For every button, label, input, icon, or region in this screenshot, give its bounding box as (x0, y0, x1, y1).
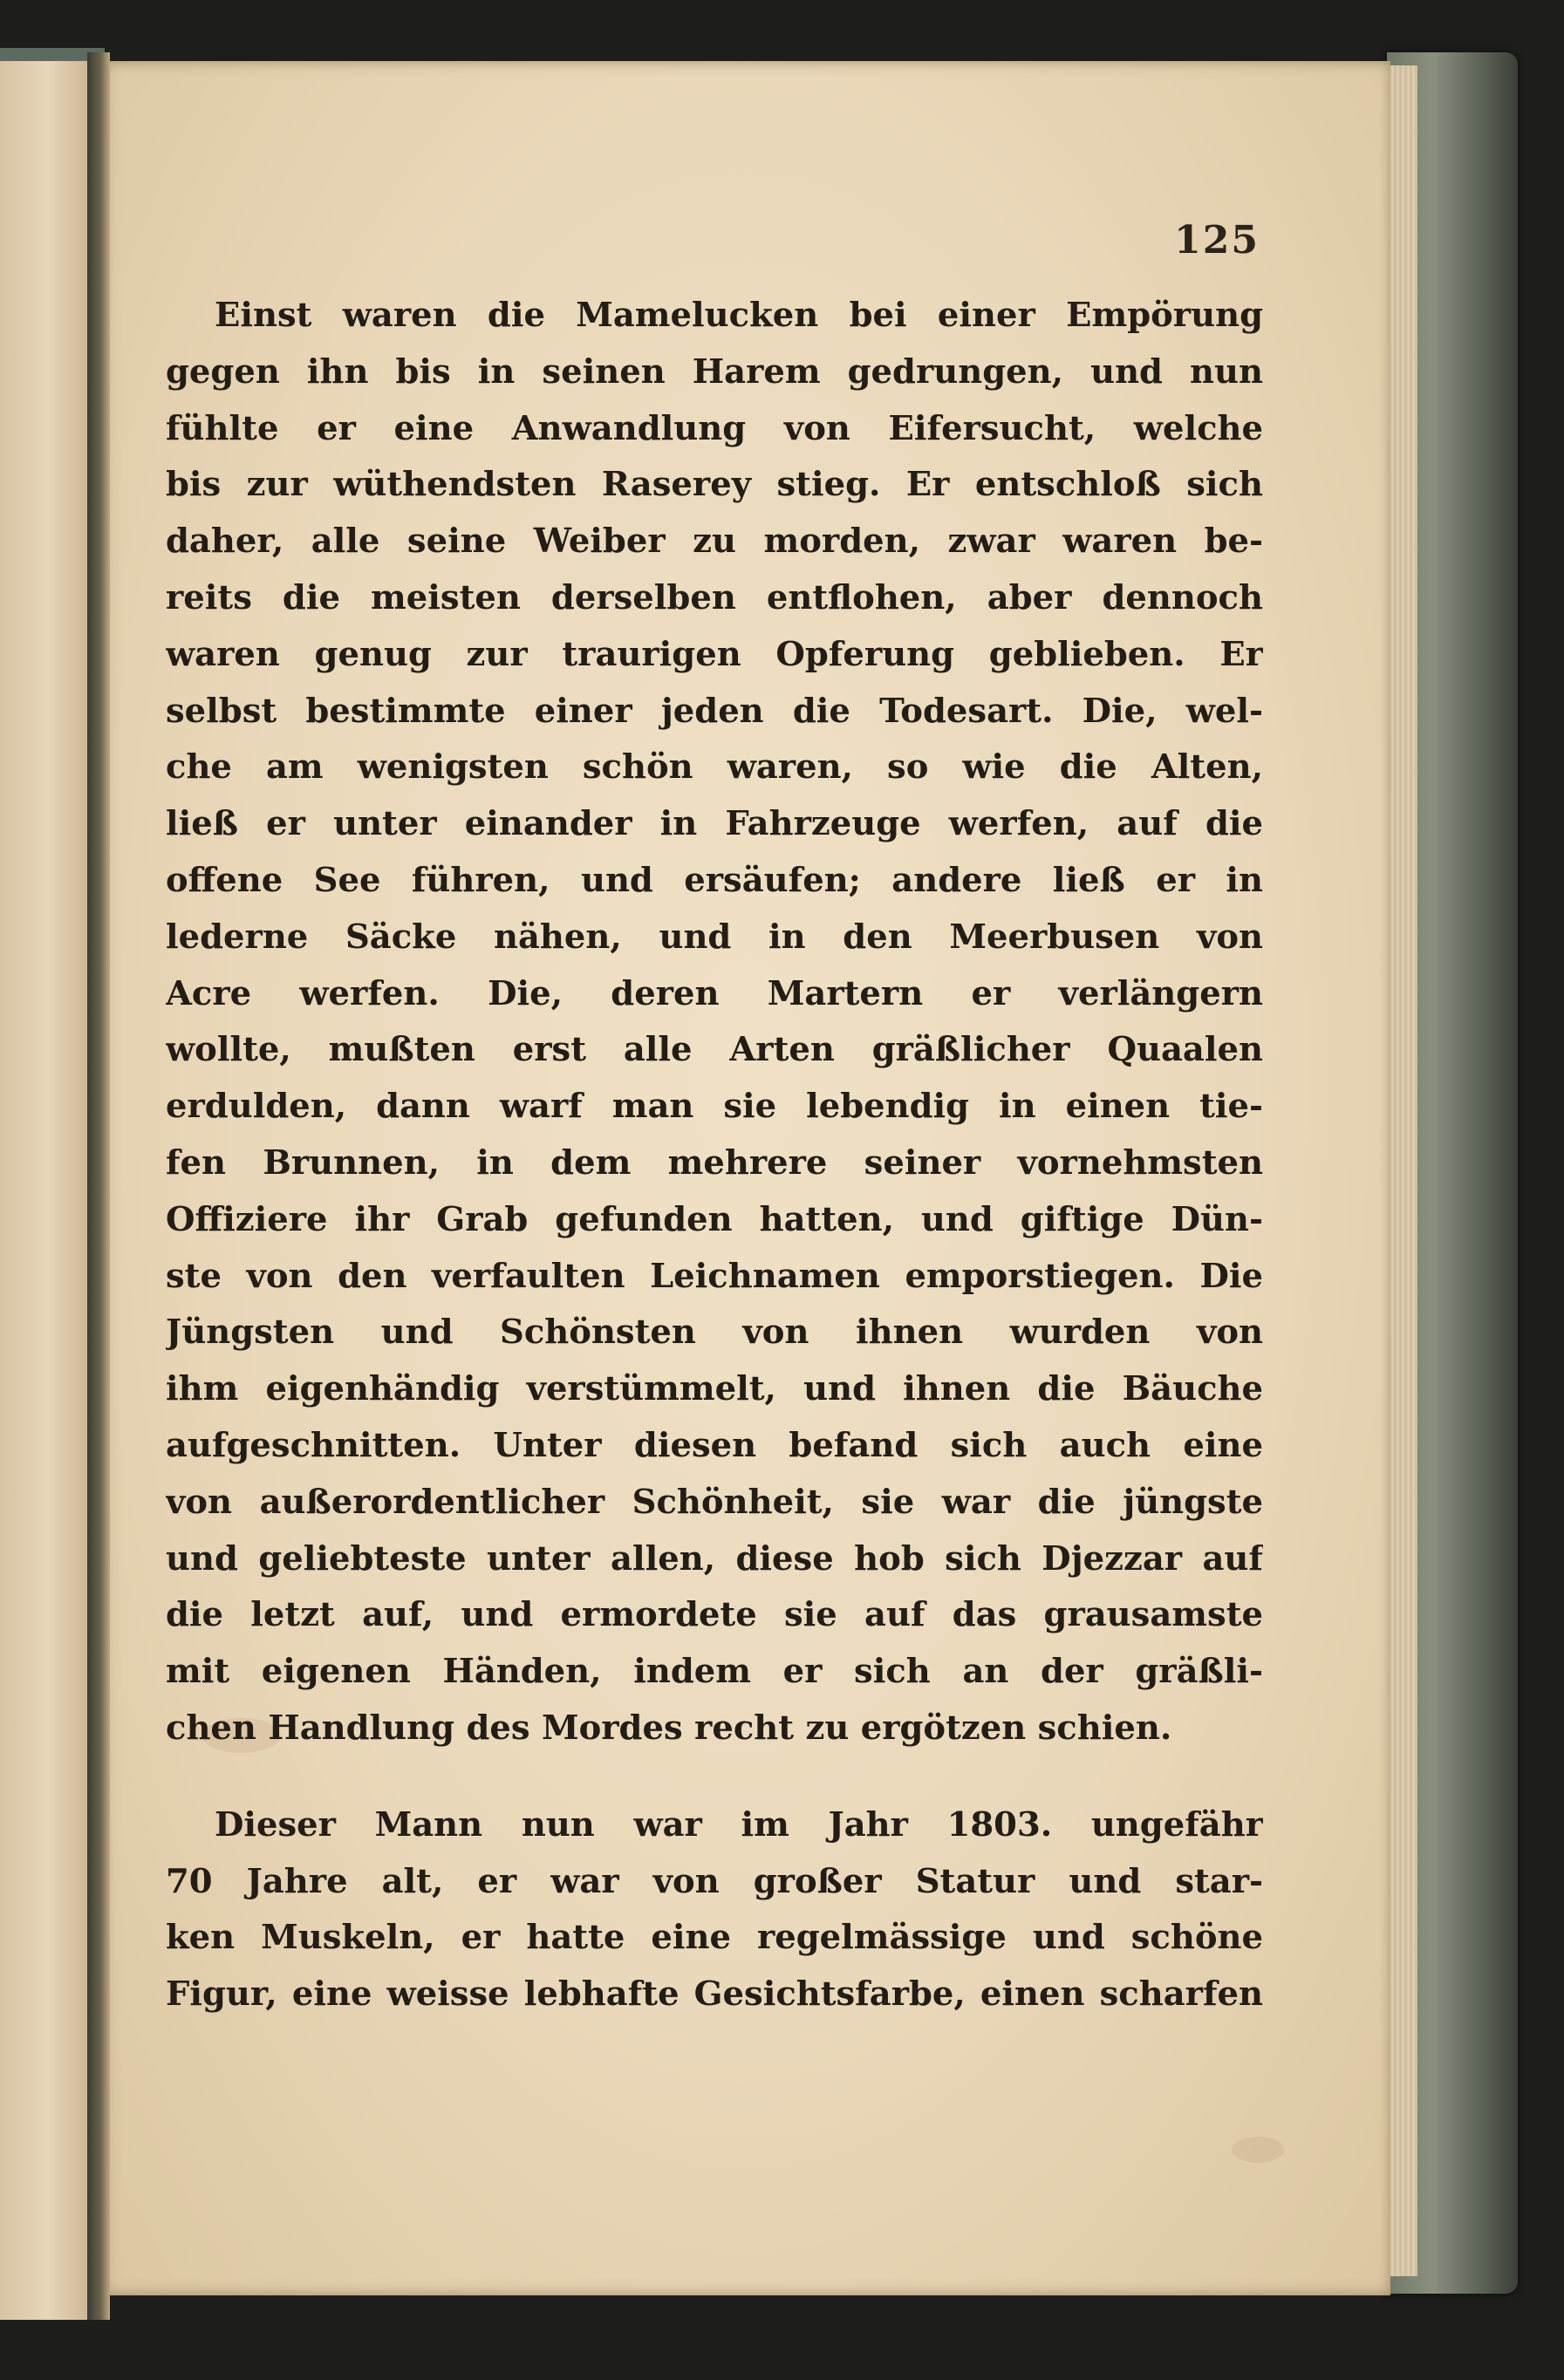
text-line: selbst bestimmte einer jeden die Todesart. Die, wel- (166, 691, 1263, 731)
book-gutter (87, 52, 110, 2320)
text-line: chen Handlung des Mordes recht zu ergötzen schien. (166, 1708, 1172, 1748)
text-line: Einst waren die Mamelucken bei einer Empörung (215, 296, 1263, 335)
text-line: Acre werfen. Die, deren Martern er verlängern (166, 973, 1263, 1013)
text-line: aufgeschnitten. Unter diesen befand sich auch eine (166, 1425, 1263, 1465)
page-number: 125 (1174, 218, 1260, 263)
text-line: reits die meisten derselben entflohen, aber dennoch (166, 577, 1263, 617)
text-line: wollte, mußten erst alle Arten gräßlicher Quaalen (166, 1030, 1263, 1070)
text-line: Offiziere ihr Grab gefunden hatten, und giftige Dün- (166, 1199, 1263, 1239)
text-line: fen Brunnen, in dem mehrere seiner vornehmsten (166, 1142, 1263, 1183)
text-line: offene See führen, und ersäufen; andere ließ er in (166, 860, 1263, 900)
text-line: lederne Säcke nähen, und in den Meerbusen von (166, 917, 1263, 957)
text-line: erdulden, dann warf man sie lebendig in einen tie- (166, 1087, 1263, 1127)
text-line: bis zur wüthendsten Raserey stieg. Er entschloß sich (166, 465, 1263, 505)
text-line: ste von den verfaulten Leichnamen emporstiegen. Die (166, 1256, 1263, 1296)
text-line: von außerordentlicher Schönheit, sie war die jüngste (166, 1482, 1263, 1522)
text-line: waren genug zur traurigen Opferung geblieben. Er (166, 634, 1263, 674)
page-stain (1232, 2137, 1284, 2163)
paragraph-1 (166, 288, 1263, 1757)
text-line: daher, alle seine Weiber zu morden, zwar waren be- (166, 522, 1263, 562)
left-facing-page (0, 61, 96, 2320)
text-line: 70 Jahre alt, er war von großer Statur und star- (166, 1861, 1263, 1901)
text-line: Jüngsten und Schönsten von ihnen wurden von (166, 1313, 1263, 1353)
paragraph-gap (166, 1757, 1263, 1797)
text-line: che am wenigsten schön waren, so wie die Alten, (166, 747, 1263, 788)
text-line: mit eigenen Händen, indem er sich an der gräßli- (166, 1652, 1263, 1692)
paragraph-2 (166, 1797, 1263, 2023)
text-line: Figur, eine weisse lebhafte Gesichtsfarbe, einen scharfen (166, 1974, 1263, 2015)
text-line: ließ er unter einander in Fahrzeuge werfen, auf die (166, 804, 1263, 844)
text-line: gegen ihn bis in seinen Harem gedrungen, und nun (166, 351, 1263, 392)
page-body-text (166, 288, 1263, 2023)
text-line: fühlte er eine Anwandlung von Eifersucht, welche (166, 408, 1263, 448)
text-line: Dieser Mann nun war im Jahr 1803. ungefähr (215, 1804, 1263, 1845)
text-line: die letzt auf, und ermordete sie auf das grausamste (166, 1595, 1263, 1635)
text-line: ken Muskeln, er hatte eine regelmässige und schöne (166, 1918, 1263, 1958)
text-line: ihm eigenhändig verstümmelt, und ihnen die Bäuche (166, 1369, 1263, 1409)
text-line: und geliebteste unter allen, diese hob sich Djezzar auf (166, 1538, 1263, 1579)
